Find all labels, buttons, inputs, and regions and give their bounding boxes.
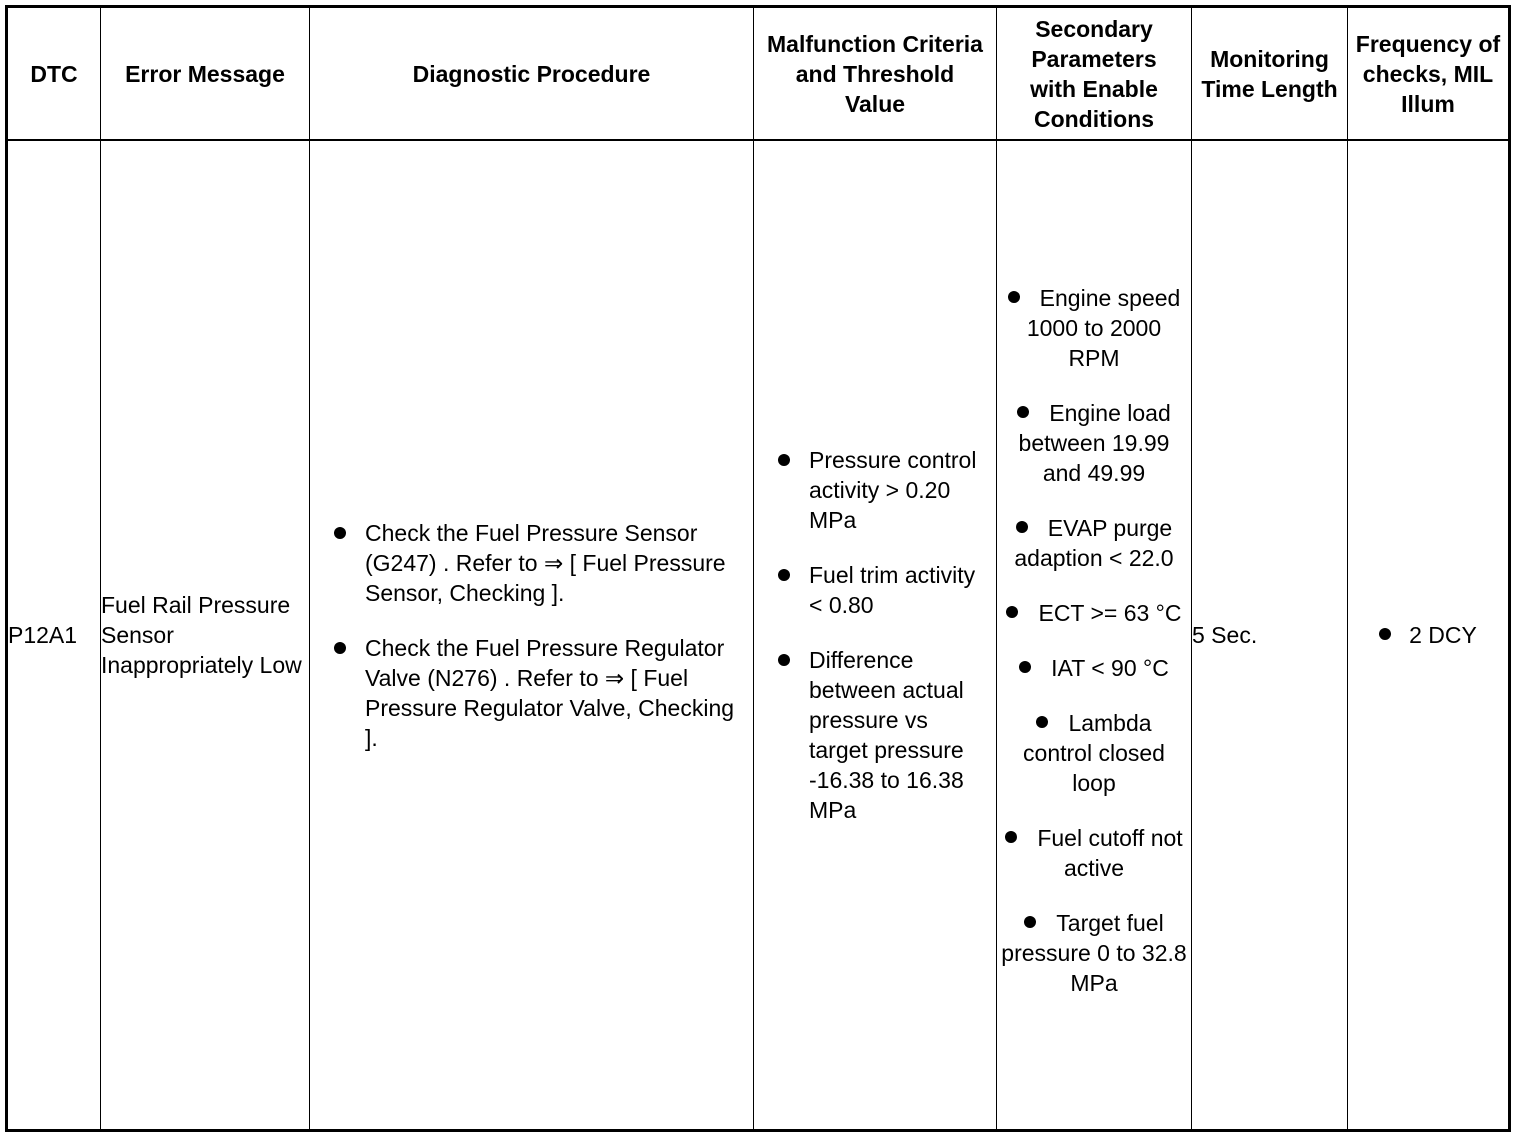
error-message: Fuel Rail Pressure Sensor Inappropriately Low [101, 140, 310, 1131]
monitoring-time: 5 Sec. [1192, 140, 1348, 1131]
table-row [7, 140, 1510, 1131]
parameter-item [997, 823, 1191, 883]
criteria-text: Difference between actual pressure vs target pressure -16.38 to 16.38 MPa [809, 647, 964, 823]
bullet-icon [334, 527, 346, 539]
bullet-icon [1379, 628, 1391, 640]
frequency-cell [1348, 140, 1510, 1131]
parameter-item [997, 708, 1191, 798]
bullet-icon [1019, 661, 1031, 673]
parameter-text: Engine load between 19.99 and 49.99 [1018, 399, 1171, 486]
procedure-text: Check the Fuel Pressure Sensor (G247) . Refer to ⇒ [ Fuel Pressure Sensor, Checking ]. [365, 519, 726, 606]
parameter-text: Fuel cutoff not active [1037, 824, 1183, 881]
header-error-message: Error Message [101, 7, 310, 141]
header-diagnostic-procedure: Diagnostic Procedure [310, 7, 754, 141]
criteria-item [754, 445, 996, 535]
frequency-list [1348, 620, 1508, 650]
bullet-icon [778, 654, 790, 666]
secondary-parameters-cell [997, 140, 1192, 1131]
bullet-icon [1024, 916, 1036, 928]
parameter-item [997, 908, 1191, 998]
criteria-text: Pressure control activity > 0.20 MPa [809, 447, 977, 533]
bullet-icon [778, 454, 790, 466]
bullet-icon [1017, 406, 1029, 418]
header-dtc: DTC [7, 7, 101, 141]
header-frequency: Frequency of checks, MIL Illum [1348, 7, 1510, 141]
diagnostic-procedure-list [310, 518, 753, 753]
parameter-text: EVAP purge adaption < 22.0 [1014, 514, 1174, 571]
header-monitoring-time: Monitoring Time Length [1192, 7, 1348, 141]
diagnostic-procedure-cell [310, 140, 754, 1131]
dtc-code: P12A1 [7, 140, 101, 1131]
parameter-item [997, 598, 1191, 628]
parameter-text: Engine speed 1000 to 2000 RPM [1026, 284, 1181, 371]
bullet-icon [1006, 606, 1018, 618]
parameter-item [997, 653, 1191, 683]
dtc-table [5, 5, 1511, 1132]
parameter-item [997, 283, 1191, 373]
malfunction-criteria-list [754, 445, 996, 825]
frequency-text: 2 DCY [1409, 622, 1477, 648]
criteria-item [754, 645, 996, 825]
malfunction-criteria-cell [754, 140, 997, 1131]
parameter-text: Lambda control closed loop [1023, 709, 1165, 796]
parameter-text: ECT >= 63 °C [1038, 599, 1182, 626]
header-malfunction-criteria: Malfunction Criteria and Threshold Value [754, 7, 997, 141]
procedure-item [310, 518, 753, 608]
bullet-icon [1005, 831, 1017, 843]
bullet-icon [1036, 716, 1048, 728]
procedure-text: Check the Fuel Pressure Regulator Valve (N276) . Refer to ⇒ [ Fuel Pressure Regulator Valve, Checking ]. [365, 634, 735, 751]
parameter-text: Target fuel pressure 0 to 32.8 MPa [1001, 909, 1187, 996]
criteria-item [754, 560, 996, 620]
bullet-icon [1008, 291, 1020, 303]
procedure-item [310, 633, 753, 753]
criteria-text: Fuel trim activity < 0.80 [809, 562, 976, 618]
parameter-text: IAT < 90 °C [1051, 654, 1169, 681]
bullet-icon [1016, 521, 1028, 533]
parameter-item [997, 513, 1191, 573]
header-row [7, 7, 1510, 141]
frequency-item [1348, 620, 1508, 650]
secondary-parameters-list [997, 273, 1191, 998]
bullet-icon [778, 569, 790, 581]
bullet-icon [334, 642, 346, 654]
parameter-item [997, 398, 1191, 488]
header-secondary-parameters: Secondary Parameters with Enable Conditions [997, 7, 1192, 141]
